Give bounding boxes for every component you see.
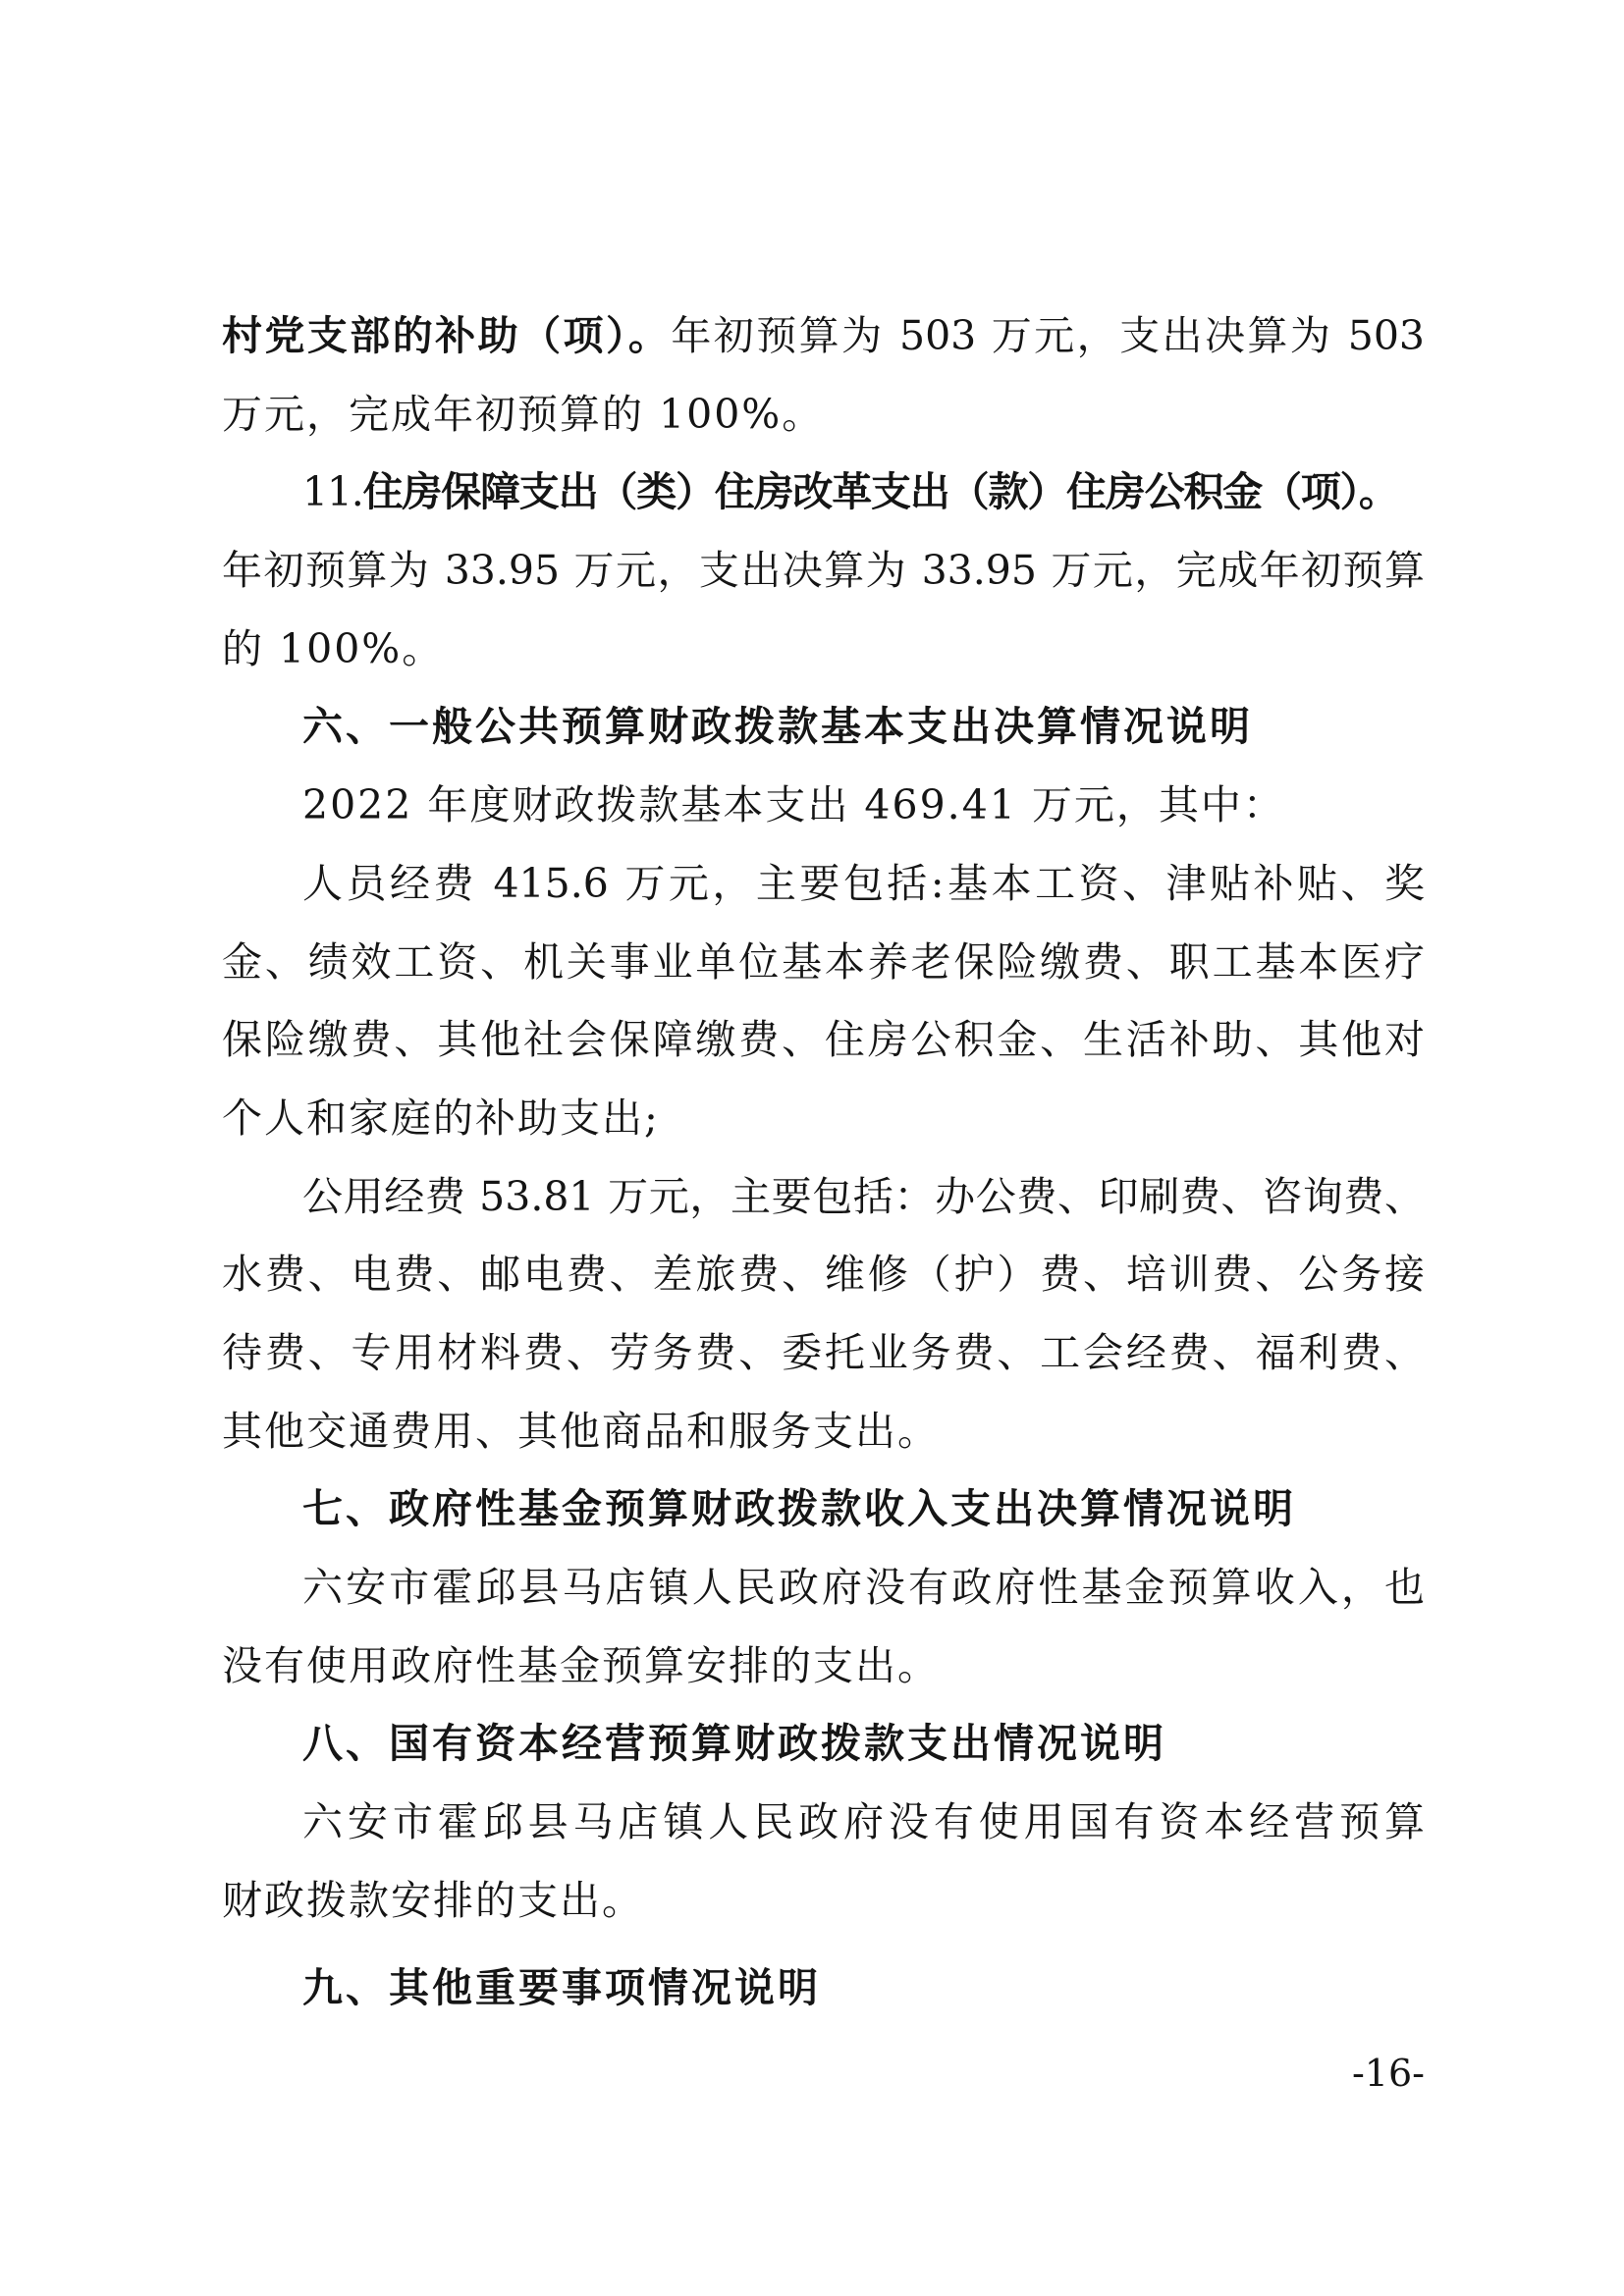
item-11-line-2: 的 100%。 [222,624,445,672]
personnel-line-3: 保险缴费、其他社会保障缴费、住房公积金、生活补助、其他对 [222,1016,1425,1064]
item-11-title: 住房保障支出（类）住房改革支出（款）住房公积金（项）。 [362,468,1398,516]
personnel-line-2: 金、绩效工资、机关事业单位基本养老保险缴费、职工基本医疗 [222,937,1425,986]
item-11-title-line [222,454,1425,532]
document-body [222,297,1425,2028]
section-9-heading: 九、其他重要事项情况说明 [302,1964,821,2012]
item-10-line-1 [222,297,1425,376]
section-8-line-2: 财政拨款安排的支出。 [222,1876,644,1924]
public-line-3: 待费、专用材料费、劳务费、委托业务费、工会经费、福利费、 [222,1328,1425,1376]
section-6-intro: 2022 年度财政拨款基本支出 469.41 万元，其中： [302,781,1285,829]
item-11-line-1: 年初预算为 33.95 万元，支出决算为 33.95 万元，完成年初预算 [222,547,1425,595]
item-10-line-2: 万元，完成年初预算的 100%。 [222,390,825,438]
section-7-heading: 七、政府性基金预算财政拨款收入支出决算情况说明 [302,1485,1296,1533]
public-line-2: 水费、电费、邮电费、差旅费、维修（护）费、培训费、公务接 [222,1251,1425,1299]
item-10-title-tail: 村党支部的补助（项）。 [222,312,672,359]
personnel-line-4: 个人和家庭的补助支出; [222,1094,660,1142]
section-7-line-1: 六安市霍邱县马店镇人民政府没有政府性基金预算收入，也 [302,1564,1425,1611]
personnel-line-1: 人员经费 415.6 万元，主要包括:基本工资、津贴补贴、奖 [302,859,1425,907]
section-8-heading: 八、国有资本经营预算财政拨款支出情况说明 [302,1720,1166,1768]
section-7-line-2: 没有使用政府性基金预算安排的支出。 [222,1641,940,1689]
section-6-heading: 六、一般公共预算财政拨款基本支出决算情况说明 [302,703,1253,751]
page-number: -16- [1351,2052,1425,2095]
item-10-text: 年初预算为 503 万元，支出决算为 503 [671,312,1425,359]
public-line-1: 公用经费 53.81 万元，主要包括：办公费、印刷费、咨询费、 [302,1172,1425,1220]
section-8-line-1: 六安市霍邱县马店镇人民政府没有使用国有资本经营预算 [302,1798,1425,1846]
item-11-number: 11. [302,468,363,516]
public-line-4: 其他交通费用、其他商品和服务支出。 [222,1407,940,1455]
